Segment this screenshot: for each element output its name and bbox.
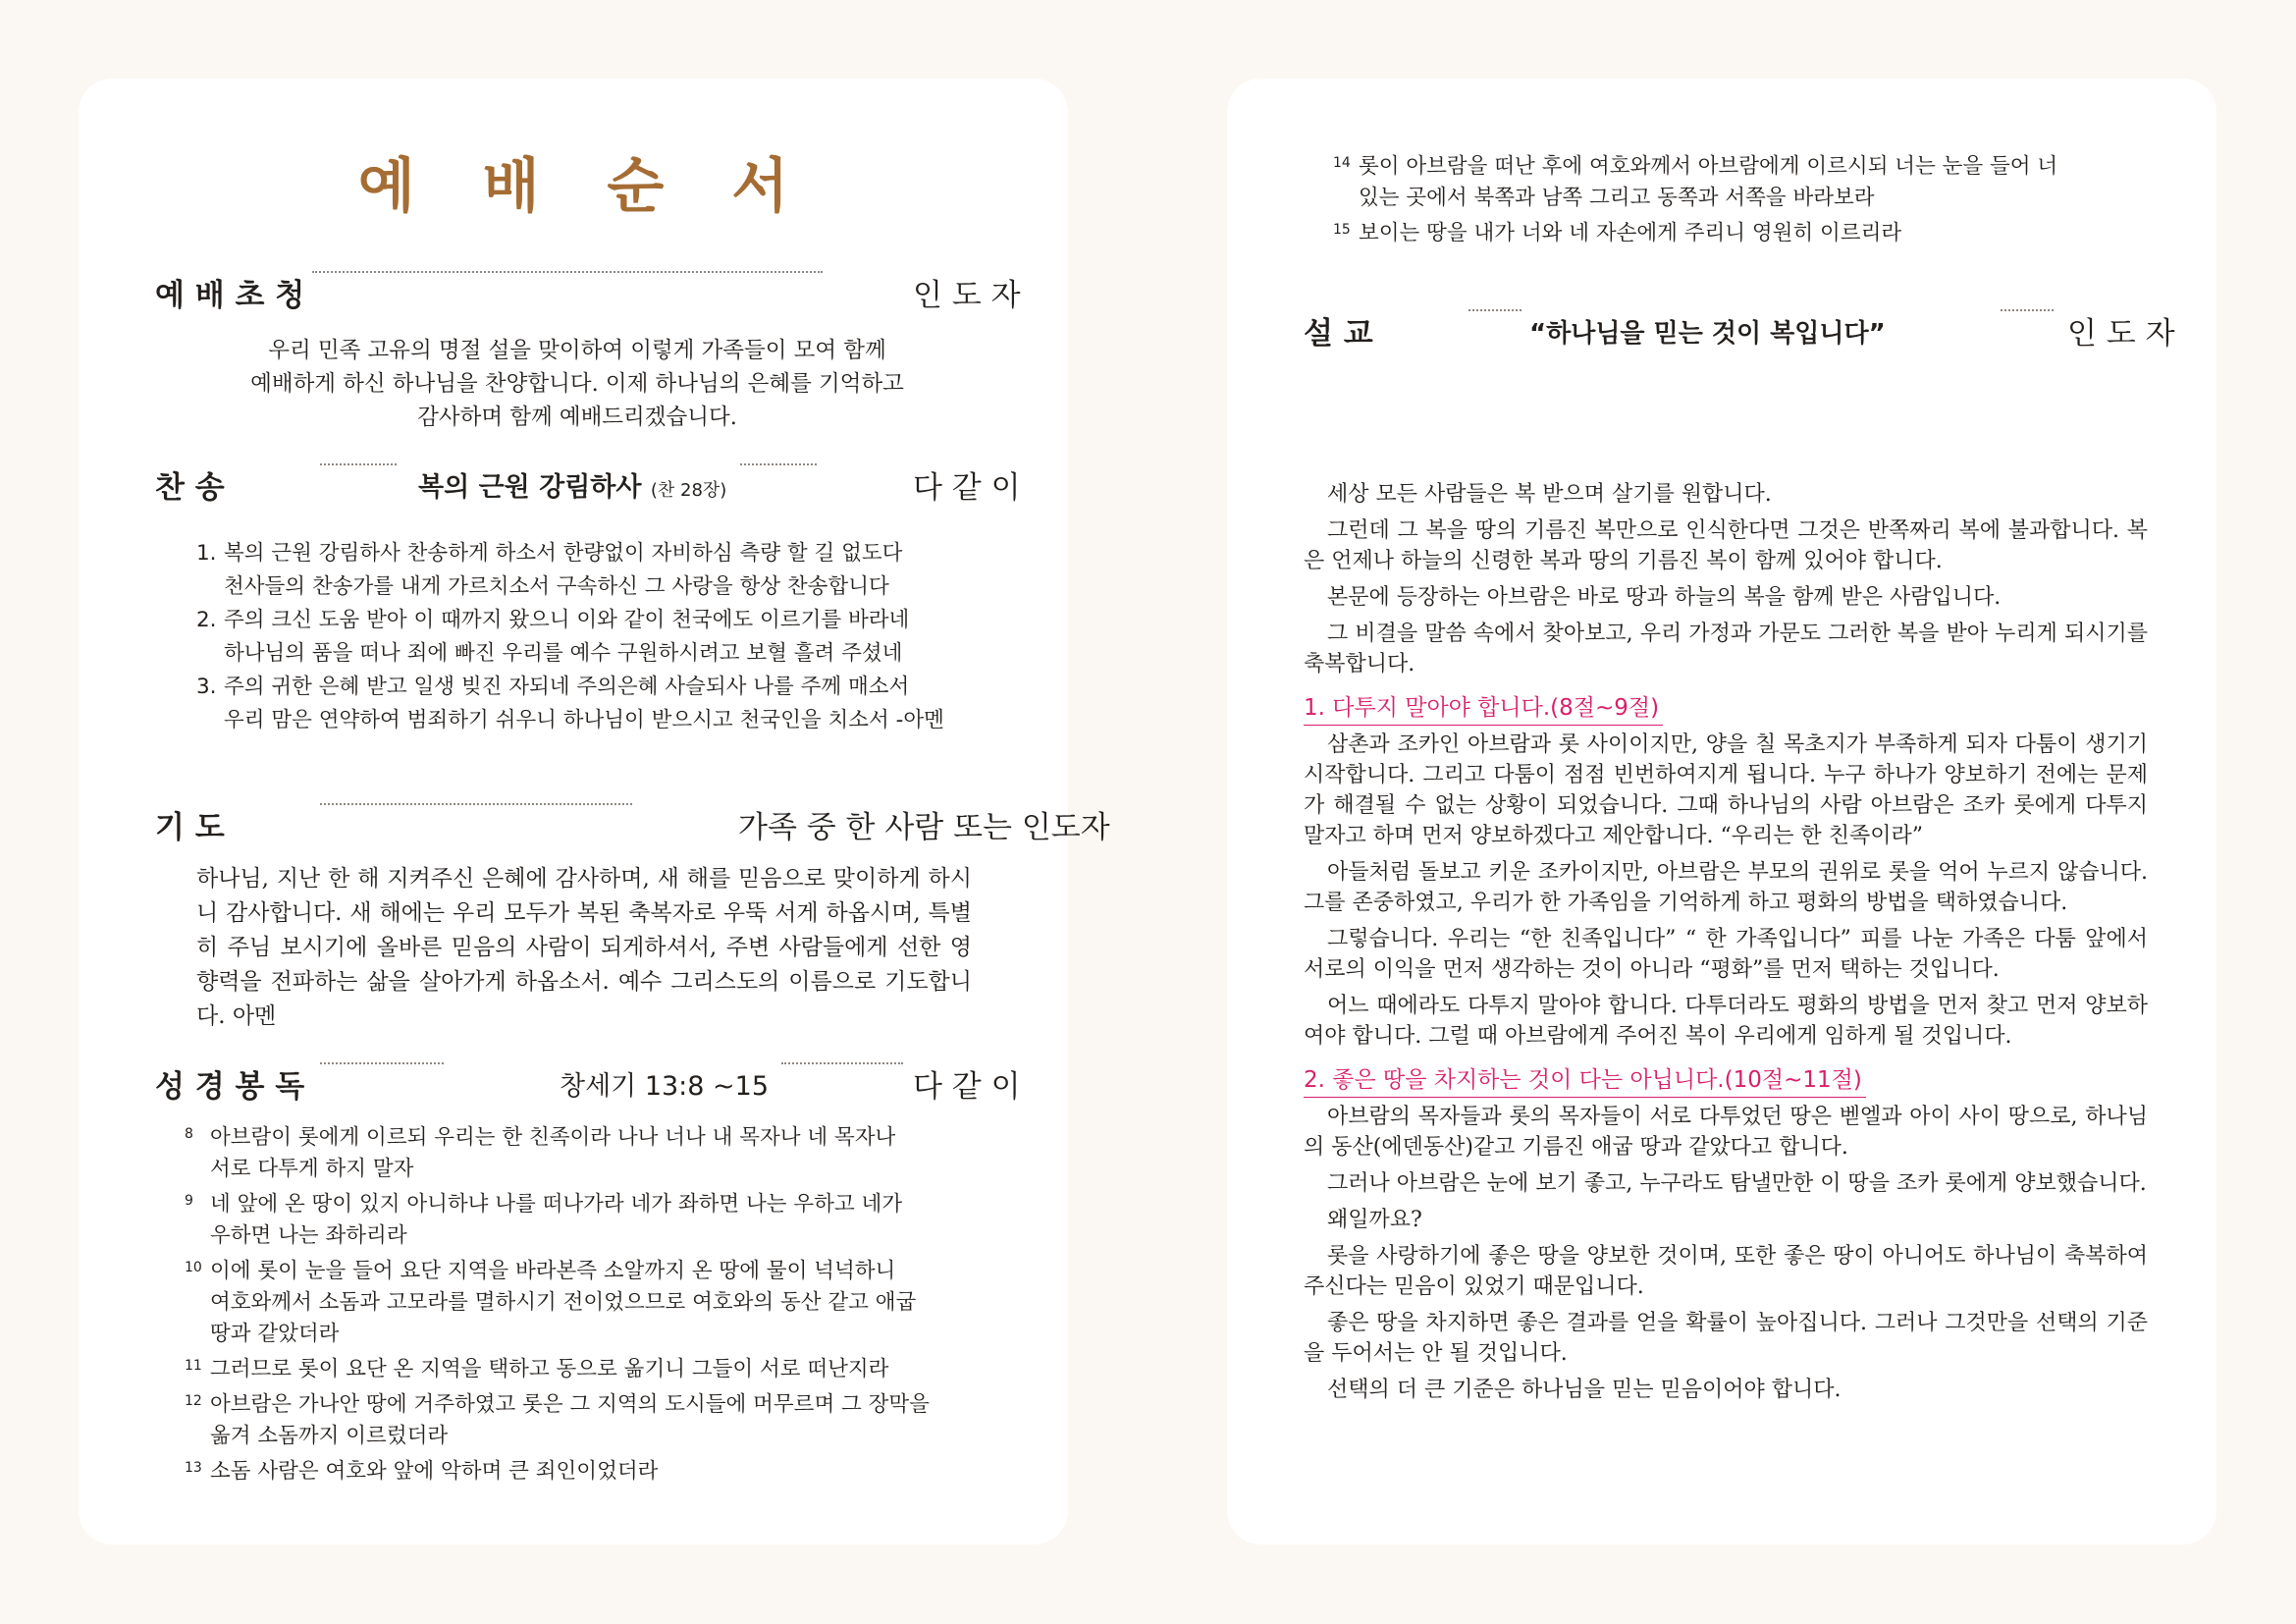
sermon-role: 인 도 자 [2067, 316, 2175, 352]
page-title: 예 배 순 서 [357, 152, 813, 221]
sermon-point-2-heading: 2. 좋은 땅을 차지하는 것이 다는 아닙니다.(10절~11절) [1304, 1063, 1866, 1098]
sermon-paragraph: 선택의 더 큰 기준은 하나님을 믿는 믿음이어야 합니다. [1327, 1378, 1842, 1402]
sermon-paragraph: 그런데 그 복을 땅의 기름진 복만으로 인식한다면 그것은 반쪽짜리 복에 불과합니다. 복은 언제나 하늘의 신령한 복과 땅의 기름진 복이 함께 있어야 합니다. [1304, 518, 2148, 573]
bible-verse [185, 1354, 1025, 1385]
hymn-verse-list [196, 537, 1029, 737]
left-page [79, 79, 1110, 1544]
leader-dots [1468, 309, 1522, 311]
sermon-paragraph: 아브람의 목자들과 롯의 목자들이 서로 다투었던 땅은 벧엘과 아이 사이 땅으로, 하나님의 동산(에덴동산)같고 기름진 애굽 땅과 같았다고 합니다. [1304, 1105, 2148, 1160]
sermon-paragraph: 그 비결을 말씀 속에서 찾아보고, 우리 가정과 가문도 그러한 복을 받아 누리게 되시기를 축복합니다. [1304, 622, 2148, 677]
bible-verse-number: 11 [185, 1358, 202, 1374]
prayer-label: 기 도 [155, 810, 225, 845]
bible-verse-text: 네 앞에 온 땅이 있지 아니하냐 나를 떠나가라 네가 좌하면 나는 우하고 네가 우하면 나는 좌하리라 [210, 1192, 903, 1248]
bible-verse [1333, 151, 2163, 214]
bible-verse [185, 1122, 1025, 1185]
prayer-text: 하나님, 지난 한 해 지켜주신 은혜에 감사하며, 새 해를 믿음으로 맞이하게 하시니 감사합니다. 새 해에는 우리 모두가 복된 축복자로 우뚝 서게 하옵시며, 특별히 주님 보시기에 올바른 믿음의 사람이 되게하셔서, 주변 사람들에게 선한 영향력을 전파하는 삶을 살아가게 하옵소서. 예수 그리스도의 이름으로 기도합니다. 아멘 [196, 866, 972, 1029]
invitation-label: 예 배 초 청 [155, 278, 305, 313]
invitation-text: 우리 민족 고유의 명절 설을 맞이하여 이렇게 가족들이 모여 함께 예배하게 하신 하나님을 찬양합니다. 이제 하나님의 은혜를 기억하고 감사하며 함께 예배드리겠습니다. [250, 338, 904, 430]
bible-verse-number: 9 [185, 1193, 193, 1209]
bible-verse-number: 15 [1333, 222, 1351, 238]
sermon-paragraph: 본문에 등장하는 아브람은 바로 땅과 하늘의 복을 함께 받은 사람입니다. [1327, 585, 2002, 610]
invitation-header [155, 271, 1072, 320]
bible-verse-number: 10 [185, 1260, 202, 1275]
sermon-paragraph: 그렇습니다. 우리는 “한 친족입니다” “ 한 가족입니다” 피를 나눈 가족은 다툼 앞에서 서로의 이익을 먼저 생각하는 것이 아니라 “평화”를 먼저 택하는 것입니다. [1304, 927, 2148, 982]
prayer-role: 가족 중 한 사람 또는 인도자 [738, 810, 1110, 845]
bible-verse-text: 아브람은 가나안 땅에 거주하였고 롯은 그 지역의 도시들에 머무르며 그 장막을 옮겨 소돔까지 이르렀더라 [210, 1392, 930, 1448]
sermon-paragraph: 아들처럼 돌보고 키운 조카이지만, 아브람은 부모의 권위로 롯을 억어 누르지 않습니다. 그를 존중하였고, 우리가 한 가족임을 기억하게 하고 평화의 방법을 택하였습니다. [1304, 860, 2148, 915]
sermon-header [1304, 309, 2175, 358]
hymn-verse [196, 604, 1029, 671]
bible-verse-number: 12 [185, 1393, 202, 1409]
continued-verse-list [1333, 151, 2163, 253]
reading-passage: 창세기 13:8 ~15 [560, 1071, 770, 1102]
bible-verse [185, 1256, 1025, 1350]
hymn-number: (찬 28장) [650, 480, 727, 501]
hymn-role: 다 같 이 [913, 470, 1021, 506]
sermon-title: “하나님을 믿는 것이 복입니다” [1529, 319, 1886, 349]
bible-verse [185, 1456, 1025, 1488]
leader-dots [320, 803, 632, 805]
hymn-verse [196, 537, 1029, 604]
sermon-paragraph: 왜일까요? [1327, 1208, 1422, 1232]
sermon-paragraph: 좋은 땅을 차지하면 좋은 결과를 얻을 확률이 높아집니다. 그러나 그것만을 선택의 기준을 두어서는 안 될 것입니다. [1304, 1311, 2148, 1366]
sermon-label: 설 교 [1304, 316, 1373, 352]
hymn-verse-text: 주의 크신 도움 받아 이 때까지 왔으니 이와 같이 천국에도 이르기를 바라네 하나님의 품을 떠나 죄에 빠진 우리를 예수 구원하시려고 보혈 흘려 주셨네 [224, 608, 910, 666]
leader-dots [2001, 309, 2054, 311]
bible-verse-text: 소돔 사람은 여호와 앞에 악하며 큰 죄인이었더라 [210, 1459, 659, 1484]
sermon-paragraph: 세상 모든 사람들은 복 받으며 살기를 원합니다. [1327, 482, 1772, 507]
hymn-title: 복의 근원 강림하사 [418, 472, 642, 503]
hymn-verse-text: 주의 귀한 은혜 받고 일생 빚진 자되네 주의은혜 사슬되사 나를 주께 매소서 우리 맘은 연약하여 범죄하기 쉬우니 하나님이 받으시고 천국인을 치소서 -아멘 [224, 675, 944, 732]
reading-role: 다 같 이 [913, 1069, 1021, 1105]
bible-verse-text: 그러므로 롯이 요단 온 지역을 택하고 동으로 옮기니 그들이 서로 떠난지라 [210, 1357, 889, 1381]
leader-dots [781, 1062, 903, 1064]
bible-verse-number: 13 [185, 1460, 202, 1476]
prayer-header [155, 803, 1110, 852]
bible-verse [185, 1189, 1025, 1252]
bible-verse-number: 14 [1333, 155, 1351, 171]
sermon-paragraph: 롯을 사랑하기에 좋은 땅을 양보한 것이며, 또한 좋은 땅이 아니어도 하나님이 축복하여 주신다는 믿음이 있었기 때문입니다. [1304, 1244, 2148, 1299]
bible-verse-text: 롯이 아브람을 떠난 후에 여호와께서 아브람에게 이르시되 너는 눈을 들어 너 있는 곳에서 북쪽과 남쪽 그리고 동쪽과 서쪽을 바라보라 [1359, 154, 2058, 210]
right-page [1227, 79, 2216, 1544]
bible-verse-text: 이에 롯이 눈을 들어 요단 지역을 바라본즉 소알까지 온 땅에 물이 넉넉하니 여호와께서 소돔과 고모라를 멸하시기 전이었으므로 여호와의 동산 같고 애굽 땅과 같았더라 [210, 1259, 917, 1346]
reading-verse-list [185, 1122, 1025, 1491]
leader-dots [320, 1062, 444, 1064]
sermon-body [1304, 479, 2148, 1411]
sermon-intro [1304, 479, 2148, 679]
reading-header [155, 1062, 1072, 1111]
sermon-point-1-heading: 1. 다투지 말아야 합니다.(8절~9절) [1304, 691, 1663, 726]
hymn-header [155, 463, 1072, 513]
hymn-verse-number: 1. [196, 541, 217, 566]
bible-verse [1333, 218, 2163, 249]
bible-verse-text: 아브람이 롯에게 이르되 우리는 한 친족이라 나나 너나 내 목자나 네 목자나 서로 다투게 하지 말자 [210, 1125, 896, 1181]
reading-label: 성 경 봉 독 [155, 1069, 305, 1105]
hymn-label: 찬 송 [155, 470, 225, 506]
sermon-point-2 [1304, 1102, 2148, 1405]
hymn-verse-text: 복의 근원 강림하사 찬송하게 하소서 한량없이 자비하심 측량 할 길 없도다 천사들의 찬송가를 내게 가르치소서 구속하신 그 사랑을 항상 찬송합니다 [224, 541, 903, 599]
sermon-point-1 [1304, 730, 2148, 1052]
leader-dots [312, 271, 823, 273]
hymn-verse-number: 3. [196, 675, 217, 699]
bible-verse-number: 8 [185, 1126, 193, 1142]
leader-dots [320, 463, 397, 465]
hymn-verse [196, 671, 1029, 737]
bible-verse [185, 1389, 1025, 1452]
bible-verse-text: 보이는 땅을 내가 너와 네 자손에게 주리니 영원히 이르리라 [1359, 221, 1902, 245]
invitation-role: 인 도 자 [913, 278, 1021, 313]
leader-dots [740, 463, 817, 465]
sermon-paragraph: 그러나 아브람은 눈에 보기 좋고, 누구라도 탐낼만한 이 땅을 조카 롯에게 양보했습니다. [1327, 1171, 2147, 1196]
hymn-verse-number: 2. [196, 608, 217, 632]
sermon-paragraph: 삼촌과 조카인 아브람과 롯 사이이지만, 양을 칠 목초지가 부족하게 되자 다툼이 생기기 시작합니다. 그리고 다툼이 점점 빈번하여지게 됩니다. 누구 하나가 양보하기 전에는 문제가 해결될 수 없는 상황이 되었습니다. 그때 하나님의 사람 아브람은 조카 롯에게 다투지 말자고 하며 먼저 양보하겠다고 제안합니다. “우리는 한 친족이라” [1304, 732, 2148, 848]
sermon-paragraph: 어느 때에라도 다투지 말아야 합니다. 다투더라도 평화의 방법을 먼저 찾고 먼저 양보하여야 합니다. 그럴 때 아브람에게 주어진 복이 우리에게 임하게 될 것입니다. [1304, 994, 2148, 1049]
